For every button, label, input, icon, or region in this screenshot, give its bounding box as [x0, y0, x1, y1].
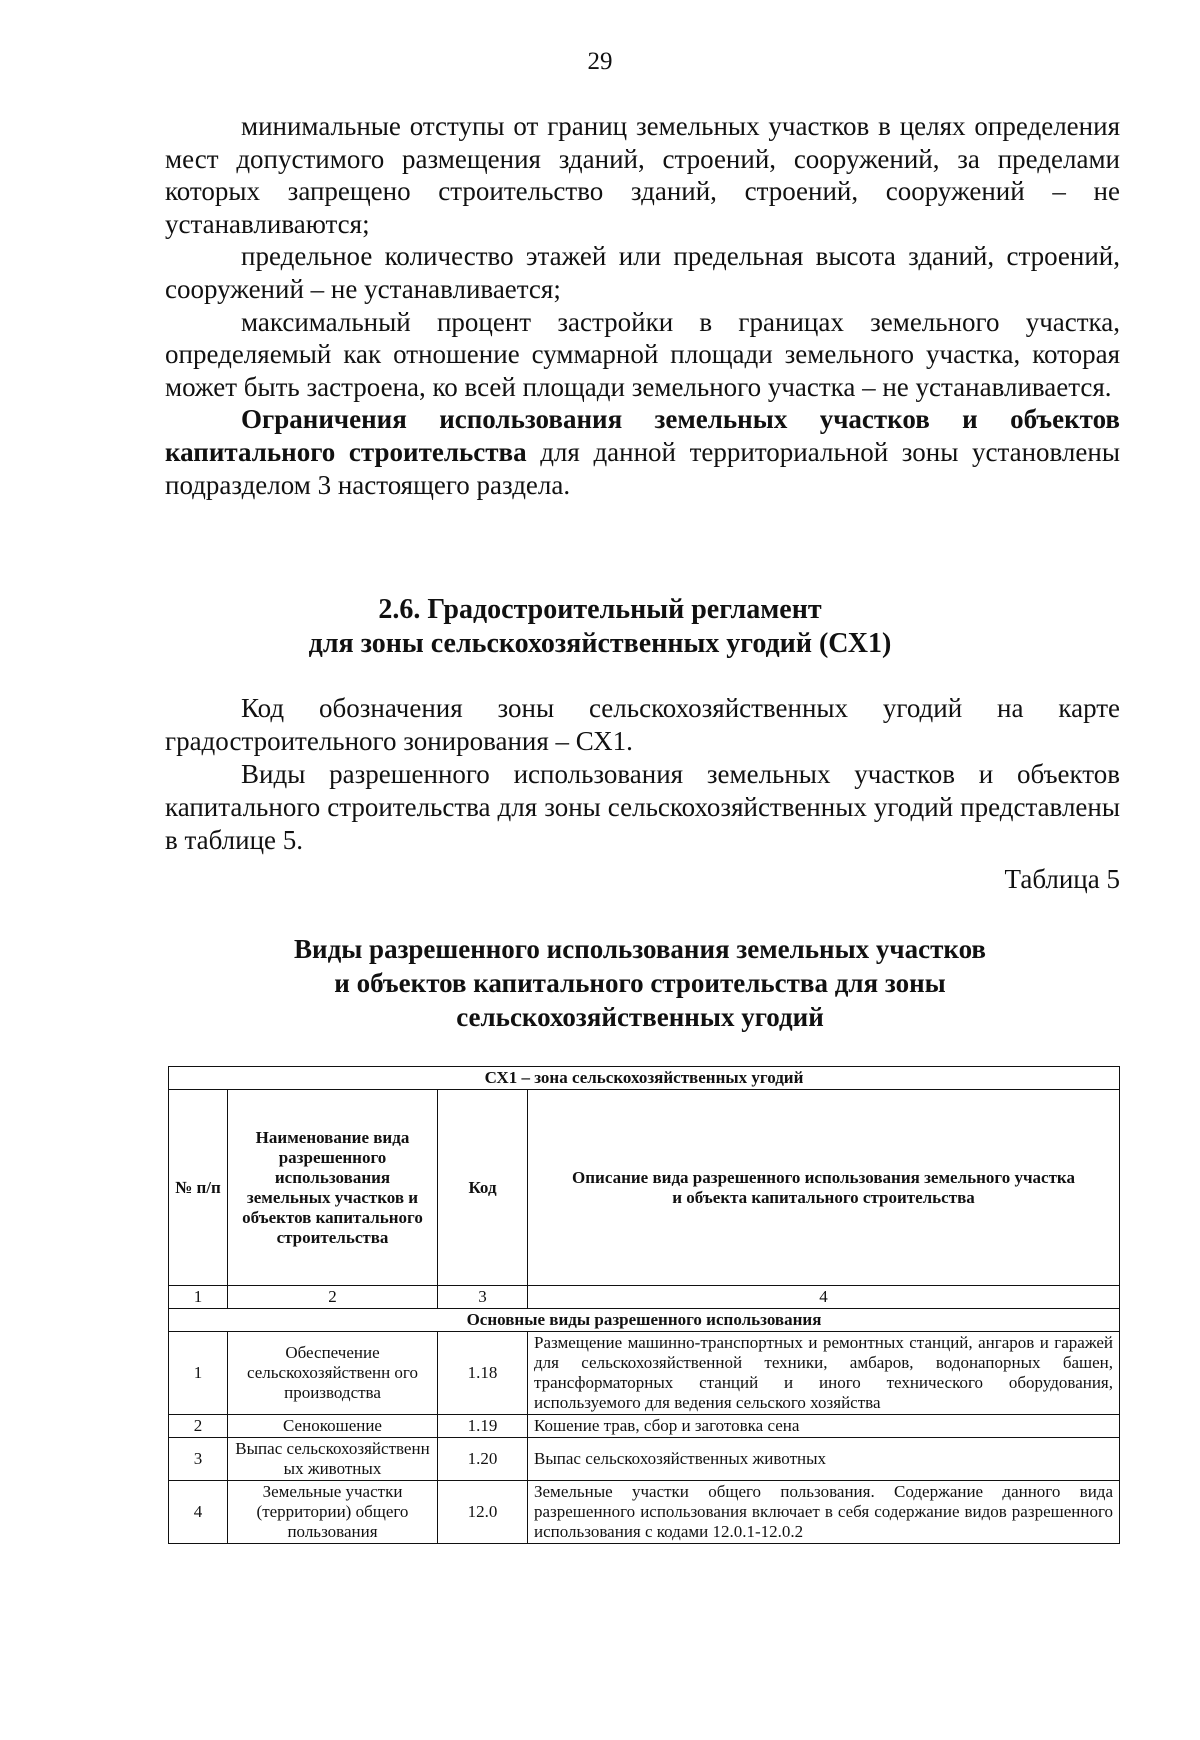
table-row — [169, 1332, 1120, 1415]
table-title — [180, 932, 1100, 1034]
paragraph-floors: предельное количество этажей или предельная высота зданий, строений, сооружений – не устанавливается; — [165, 241, 1120, 304]
row-name: Земельные участки (территории) общего пользования — [228, 1481, 438, 1544]
row-name: Выпас сельскохозяйственн ых животных — [228, 1438, 438, 1481]
section-label: Основные виды разрешенного использования — [169, 1309, 1120, 1332]
row-code: 1.19 — [438, 1415, 528, 1438]
row-desc: Земельные участки общего пользования. Содержание данного вида разрешенного использования включает в себя содержание видов разрешенного использования с кодами 12.0.1-12.0.2 — [528, 1481, 1120, 1544]
table-row — [169, 1481, 1120, 1544]
row-num: 3 — [169, 1438, 228, 1481]
restrictions-bold: Ограничения использования земельных участков и объектов капитального строительства — [165, 404, 1120, 467]
col-number-2: 2 — [228, 1286, 438, 1309]
row-desc: Размещение машинно-транспортных и ремонтных станций, ангаров и гаражей для сельскохозяйственной техники, амбаров, водонапорных башен, трансформаторных станций и иного технического оборудования, используемого для ведения сельского хозяйства — [528, 1332, 1120, 1415]
col-number-1: 1 — [169, 1286, 228, 1309]
zone-header: СХ1 – зона сельскохозяйственных угодий — [169, 1067, 1120, 1090]
col-number-3: 3 — [438, 1286, 528, 1309]
paragraph-restrictions — [165, 403, 1120, 501]
row-desc: Кошение трав, сбор и заготовка сена — [528, 1415, 1120, 1438]
section-body — [165, 692, 1120, 857]
row-num: 4 — [169, 1481, 228, 1544]
table-zone-header-row — [169, 1067, 1120, 1090]
intro-text — [165, 110, 1120, 501]
header-name: Наименование вида разрешенного использования земельных участков и объектов капитального строительства — [228, 1090, 438, 1286]
row-num: 1 — [169, 1332, 228, 1415]
row-name: Обеспечение сельскохозяйственн ого производства — [228, 1332, 438, 1415]
table-row — [169, 1438, 1120, 1481]
row-num: 2 — [169, 1415, 228, 1438]
paragraph-table-ref: Виды разрешенного использования земельных участков и объектов капитального строительства для зоны сельскохозяйственных угодий представлены в таблице 5. — [165, 759, 1120, 855]
table-title-line2: и объектов капитального строительства для зоны — [334, 968, 946, 998]
row-code: 1.20 — [438, 1438, 528, 1481]
row-code: 12.0 — [438, 1481, 528, 1544]
row-code: 1.18 — [438, 1332, 528, 1415]
table-section-row — [169, 1309, 1120, 1332]
section-title — [0, 593, 1200, 661]
section-title-line1: 2.6. Градостроительный регламент — [378, 594, 822, 625]
header-desc: Описание вида разрешенного использования земельного участка и объекта капитального строительства — [528, 1090, 1120, 1286]
table-caption: Таблица 5 — [1004, 864, 1120, 894]
restrictions-rest: для данной территориальной зоны установлены подразделом 3 настоящего раздела. — [165, 436, 1120, 500]
header-code: Код — [438, 1090, 528, 1286]
header-num: № п/п — [169, 1090, 228, 1286]
row-desc: Выпас сельскохозяйственных животных — [528, 1438, 1120, 1481]
table-row — [169, 1415, 1120, 1438]
page-number: 29 — [587, 48, 613, 75]
paragraph-setbacks: минимальные отступы от границ земельных участков в целях определения мест допустимого размещения зданий, строений, сооружений, за пределами которых запрещено строительство зданий, строений, сооружений – не устанавливаются; — [165, 111, 1120, 239]
table-header-row — [169, 1090, 1120, 1286]
row-name: Сенокошение — [228, 1415, 438, 1438]
table-col-number-row — [169, 1286, 1120, 1309]
paragraph-zone-code: Код обозначения зоны сельскохозяйственных угодий на карте градостроительного зонирования – СХ1. — [165, 693, 1120, 756]
table-title-line3: сельскохозяйственных угодий — [456, 1002, 824, 1032]
col-number-4: 4 — [528, 1286, 1120, 1309]
paragraph-build-percent: максимальный процент застройки в границах земельного участка, определяемый как отношение суммарной площади земельного участка, которая может быть застроена, ко всей площади земельного участка – не устанавливается. — [165, 306, 1120, 402]
section-title-line2: для зоны сельскохозяйственных угодий (СХ1) — [308, 628, 892, 659]
table-title-line1: Виды разрешенного использования земельных участков — [294, 934, 986, 964]
regulation-table — [168, 1066, 1120, 1544]
